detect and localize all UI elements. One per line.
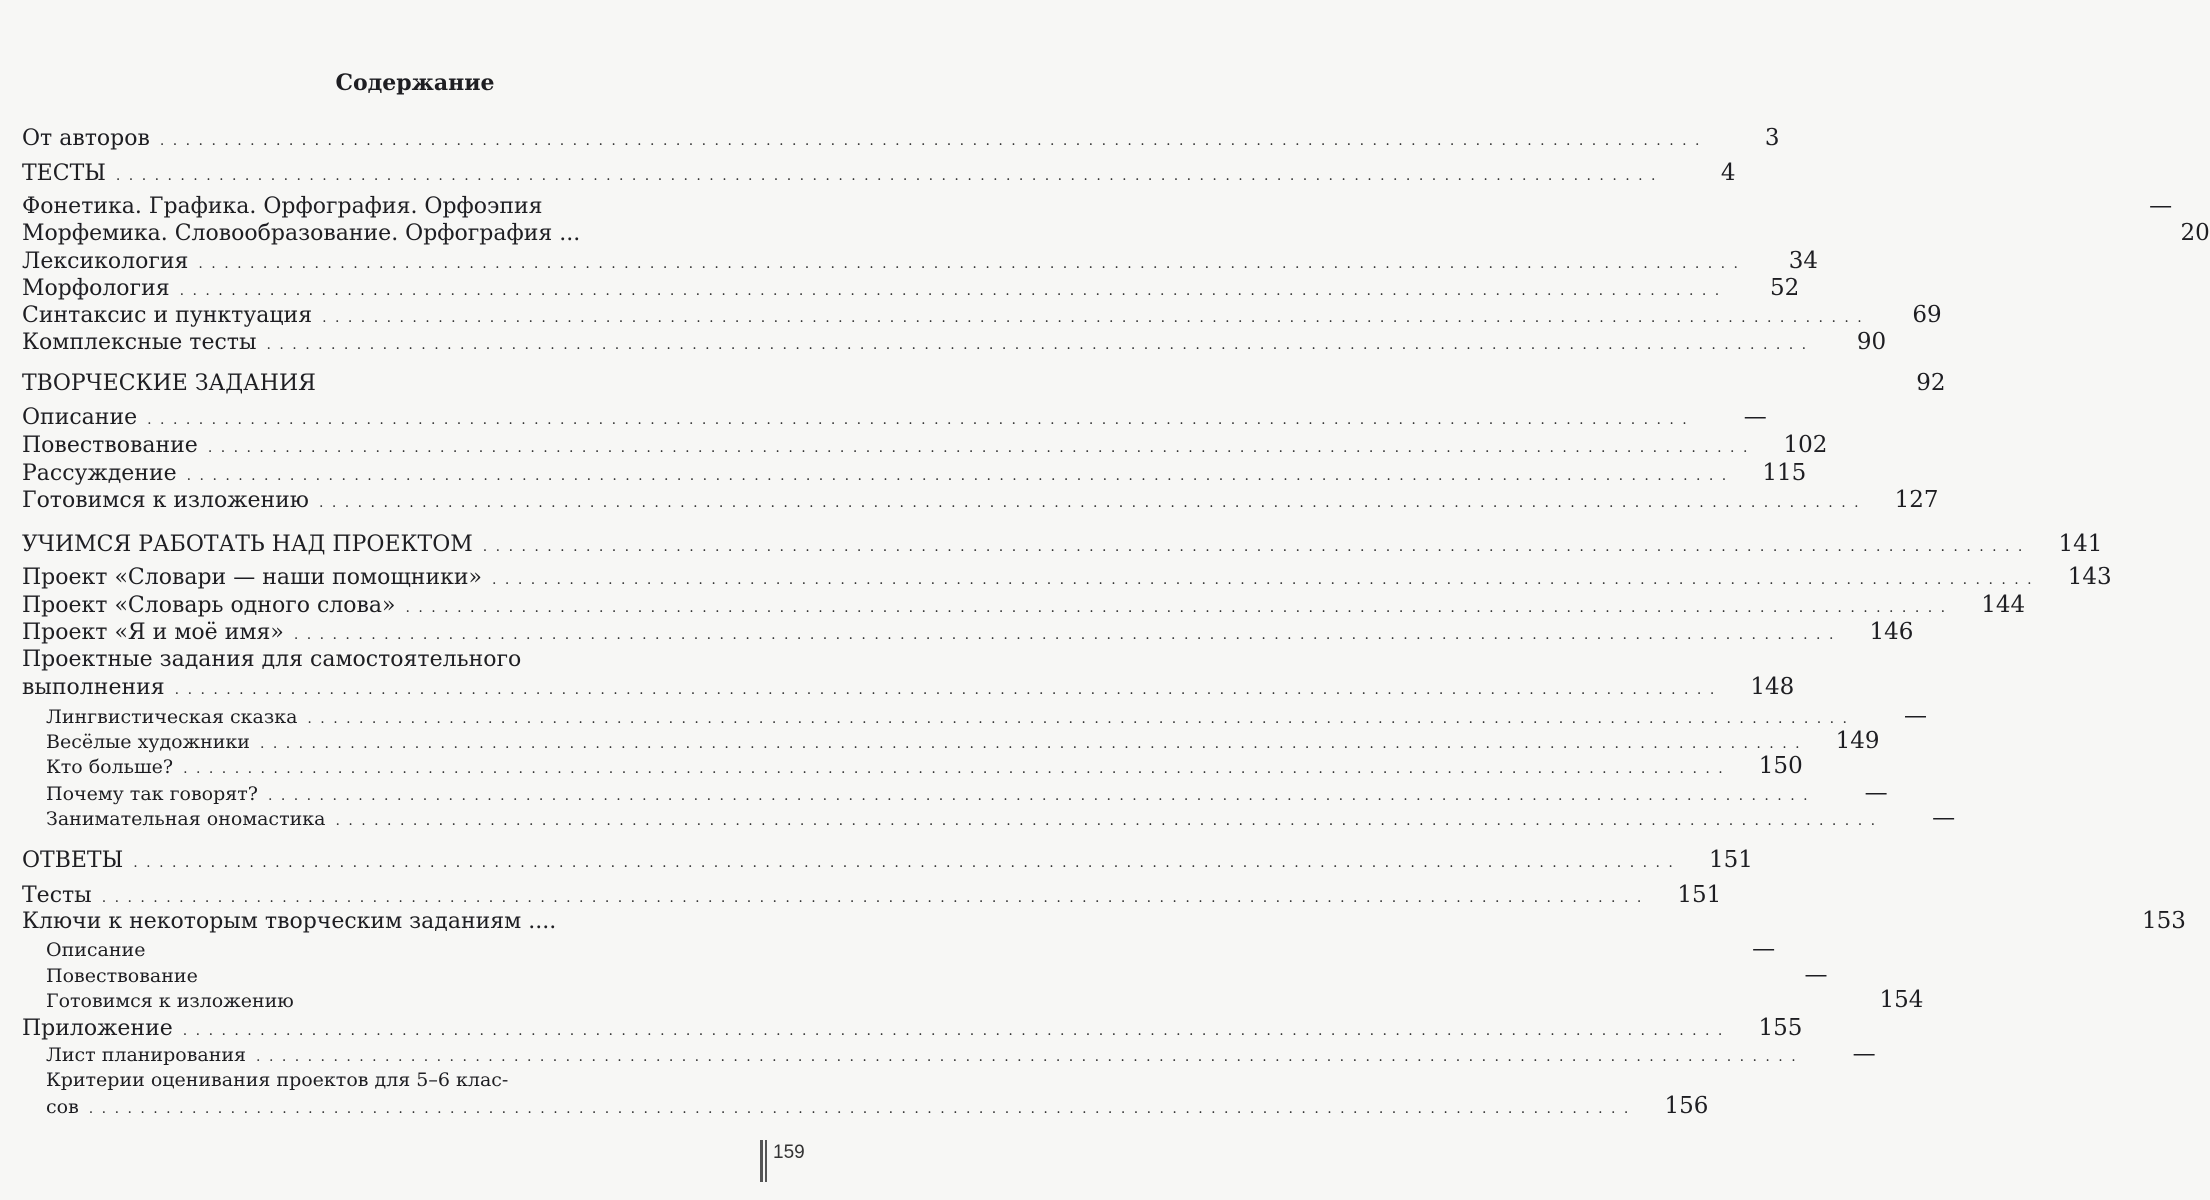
toc-entry-page: 127 xyxy=(1894,487,1939,513)
toc-entry-label: Лексикология xyxy=(22,249,189,274)
toc-entry-label: Рассуждение xyxy=(22,461,177,486)
toc-entry-page: 151 xyxy=(1708,847,1753,873)
toc-entry-label: ТЕСТЫ xyxy=(22,161,106,186)
dot-leader: . . . . . . . . . . . . . . . . . . . . . . . . . . . . . . . . . . . . . . . . . . . . . . . . . . . . . . . . . . . . . . . . . . . . . . . . . . . . . . . . . . . . . . . . . . . . . . . . . . . . . . . . . . . . . . . . . . . . . . . . xyxy=(405,600,1948,616)
toc-entry-page: 69 xyxy=(1912,302,1942,328)
dot-leader: . . . . . . . . . . . . . . . . . . . . . . . . . . . . . . . . . . . . . . . . . . . . . . . . . . . . . . . . . . . . . . . . . . . . . . . . . . . . . . . . . . . . . . . . . . . . . . . . . . . . . . . . . . . . . . . . . . . . . . . . xyxy=(267,788,1810,804)
toc-entry xyxy=(22,646,810,676)
toc-entry-label: Проектные задания для самостоятельного xyxy=(22,647,522,672)
toc-entry-label: Синтаксис и пунктуация xyxy=(22,303,313,328)
toc-entry xyxy=(46,804,1956,835)
toc-entry xyxy=(22,907,2186,938)
toc-entry xyxy=(22,124,1780,155)
toc-entry-label: Морфология xyxy=(22,276,170,301)
dot-leader: . . . . . . . . . . . . . . . . . . . . . . . . . . . . . . . . . . . . . . . . . . . . . . . . . . . . . . . . . . . . . . . . . . . . . . . . . . . . . . . . . . . . . . . . . . . . . . . . . . . . . . . . . . . . . . . . . . . . . . . . xyxy=(101,890,1644,906)
toc-entry-page: 154 xyxy=(1879,987,1924,1013)
margin-bar xyxy=(760,1140,763,1182)
toc-entry xyxy=(46,986,1924,1017)
dot-leader: . . . . . . . . . . . . . . . . . . . . . . . . . . . . . . . . . . . . . . . . . . . . . . . . . . . . . . . . . . . . . . . . . . . . . . . . . . . . . . . . . . . . . . . . . . . . . . . . . . . . . . . . . . . . . . . . . . . . . . . . xyxy=(88,1101,1631,1117)
toc-entry-label: Кто больше? xyxy=(46,756,174,778)
toc-entry xyxy=(22,846,1753,877)
dot-leader: . . . . . . . . . . . . . . . . . . . . . . . . . . . . . . . . . . . . . . . . . . . . . . . . . . . . . . . . . . . . . . . . . . . . . . . . . . . . . . . . . . . . . . . . . . . . . . . . . . . . . . . . . . . . . . . . . . . . . . . . xyxy=(147,412,1689,428)
toc-entry-page: 115 xyxy=(1762,460,1807,486)
toc-entry-label: Занимательная ономастика xyxy=(46,808,326,830)
toc-entry-label: Весёлые художники xyxy=(46,731,250,753)
dot-leader: . . . . . . . . . . . . . . . . . . . . . . . . . . . . . . . . . . . . . . . . . . . . . . . . . . . . . . . . . . . . . . . . . . . . . . . . . . . . . . . . . . . . . . . . . . . . . . . . . . . . . . . . . . . . . . . . . . . . . . . . xyxy=(182,1023,1725,1039)
toc-entry-label: сов xyxy=(46,1096,79,1118)
toc-entry xyxy=(46,1092,1709,1123)
page-number-block xyxy=(760,1140,805,1182)
toc-entry-label: Проект «Словарь одного слова» xyxy=(22,593,396,618)
dot-leader: . . . . . . . . . . . . . . . . . . . . . . . . . . . . . . . . . . . . . . . . . . . . . . . . . . . . . . . . . . . . . . . . . . . . . . . . . . . . . . . . . . . . . . . . . . . . . . . . . . . . . . . . . . . . . . . . . . . . . . . . xyxy=(133,855,1675,871)
toc-entry xyxy=(22,431,1828,462)
dot-leader: . . . . . . . . . . . . . . . . . . . . . . . . . . . . . . . . . . . . . . . . . . . . . . . . . . . . . . . . . . . . . . . . . . . . . . . . . . . . . . . . . . . . . . . . . . . . . . . . . . . . . . . . . . . . . . . . . . . . . . . . xyxy=(259,736,1802,752)
toc-entry-label: Готовимся к изложению xyxy=(22,488,309,513)
toc-entry-page: 143 xyxy=(2067,564,2112,590)
dot-leader: . . . . . . . . . . . . . . . . . . . . . . . . . . . . . . . . . . . . . . . . . . . . . . . . . . . . . . . . . . . . . . . . . . . . . . . . . . . . . . . . . . . . . . . . . . . . . . . . . . . . . . . . . . . . . . . . . . . . . . . . xyxy=(198,256,1741,272)
margin-bar xyxy=(765,1140,767,1182)
toc-entry-page: 90 xyxy=(1856,329,1887,355)
toc-entry xyxy=(22,673,1795,704)
toc-entry-page: — xyxy=(2149,193,2173,219)
toc-entry-label: Фонетика. Графика. Орфография. Орфоэпия xyxy=(22,194,543,219)
toc-entry-label: Лист планирования xyxy=(46,1044,247,1066)
dot-leader: . . . . . . . . . . . . . . . . . . . . . . . . . . . . . . . . . . . . . . . . . . . . . . . . . . . . . . . . . . . . . . . . . . . . . . . . . . . . . . . . . . . . . . . . . . . . . . . . . . . . . . . . . . . . . . . . . . . . . . . . xyxy=(183,761,1725,777)
toc-entry-label: Проект «Я и моё имя» xyxy=(22,620,284,645)
toc-entry-label: выполнения xyxy=(22,675,165,700)
toc-entry-page: 102 xyxy=(1783,432,1828,458)
toc-entry xyxy=(22,219,2210,250)
toc-entry-label: Повествование xyxy=(22,433,198,458)
page-number: 159 xyxy=(773,1142,805,1163)
toc-entry-label: От авторов xyxy=(22,126,150,151)
toc-entry xyxy=(22,618,1914,649)
toc-entry-page: 156 xyxy=(1664,1093,1709,1119)
toc-entry-page: 149 xyxy=(1835,728,1880,754)
toc-entry-page: 144 xyxy=(1981,592,2026,618)
toc-entry-page: 20 xyxy=(2180,220,2210,246)
toc-entry-label: ТВОРЧЕСКИЕ ЗАДАНИЯ xyxy=(22,371,316,396)
toc-entry-label: УЧИМСЯ РАБОТАТЬ НАД ПРОЕКТОМ xyxy=(22,532,473,557)
toc-entry-label: Описание xyxy=(46,939,146,961)
dot-leader: . . . . . . . . . . . . . . . . . . . . . . . . . . . . . . . . . . . . . . . . . . . . . . . . . . . . . . . . . . . . . . . . . . . . . . . . . . . . . . . . . . . . . . . . . . . . . . . . . . . . . . . . . . . . . . . . . . . . . . . . xyxy=(266,337,1809,353)
toc-entry-page: 150 xyxy=(1758,753,1803,779)
toc-entry-page: — xyxy=(1804,962,1828,988)
toc-entry-page: 151 xyxy=(1677,882,1722,908)
dot-leader: . . . . . . . . . . . . . . . . . . . . . . . . . . . . . . . . . . . . . . . . . . . . . . . . . . . . . . . . . . . . . . . . . . . . . . . . . . . . . . . . . . . . . . . . . . . . . . . . . . . . . . . . . . . . . . . . . . . . . . . . xyxy=(322,310,1864,326)
dot-leader: . . . . . . . . . . . . . . . . . . . . . . . . . . . . . . . . . . . . . . . . . . . . . . . . . . . . . . . . . . . . . . . . . . . . . . . . . . . . . . . . . . . . . . . . . . . . . . . . . . . . . . . . . . . . . . . . . . . . . . . . xyxy=(159,133,1702,149)
toc-entry-page: — xyxy=(1752,936,1776,962)
toc-entry-label: Лингвистическая сказка xyxy=(46,706,298,728)
dot-leader: . . . . . . . . . . . . . . . . . . . . . . . . . . . . . . . . . . . . . . . . . . . . . . . . . . . . . . . . . . . . . . . . . . . . . . . . . . . . . . . . . . . . . . . . . . . . . . . . . . . . . . . . . . . . . . . . . . . . . . . . xyxy=(179,283,1722,299)
toc-entry-page: — xyxy=(1743,404,1767,430)
dot-leader: . . . . . . . . . . . . . . . . . . . . . . . . . . . . . . . . . . . . . . . . . . . . . . . . . . . . . . . . . . . . . . . . . . . . . . . . . . . . . . . . . . . . . . . . . . . . . . . . . . . . . . . . . . . . . . . . . . . . . . . . xyxy=(318,495,1861,511)
toc-entry-page: — xyxy=(1932,805,1956,831)
dot-leader: . . . . . . . . . . . . . . . . . . . . . . . . . . . . . . . . . . . . . . . . . . . . . . . . . . . . . . . . . . . . . . . . . . . . . . . . . . . . . . . . . . . . . . . . . . . . . . . . . . . . . . . . . . . . . . . . . . . . . . . . xyxy=(115,168,1658,184)
toc-entry-label: Почему так говорят? xyxy=(46,783,258,805)
dot-leader: . . . . . . . . . . . . . . . . . . . . . . . . . . . . . . . . . . . . . . . . . . . . . . . . . . . . . . . . . . . . . . . . . . . . . . . . . . . . . . . . . . . . . . . . . . . . . . . . . . . . . . . . . . . . . . . . . . . . . . . . xyxy=(256,1049,1798,1065)
toc-entry-page: 155 xyxy=(1758,1015,1803,1041)
toc-entry-label: Приложение xyxy=(22,1016,173,1041)
toc-entry-page: 34 xyxy=(1788,248,1819,274)
toc-entry-page: 92 xyxy=(1916,370,1946,396)
toc-entry xyxy=(22,403,1767,434)
toc-entry-page: 52 xyxy=(1769,275,1800,301)
toc-entry-label: Описание xyxy=(22,405,138,430)
toc-entry-label: Повествование xyxy=(46,965,198,987)
toc-entry-label: Готовимся к изложению xyxy=(46,990,294,1012)
toc-entry-label: Комплексные тесты xyxy=(22,330,257,355)
dot-leader: . . . . . . . . . . . . . . . . . . . . . . . . . . . . . . . . . . . . . . . . . . . . . . . . . . . . . . . . . . . . . . . . . . . . . . . . . . . . . . . . . . . . . . . . . . . . . . . . . . . . . . . . . . . . . . . . . . . . . . . . xyxy=(174,682,1717,698)
toc-entry xyxy=(22,369,1946,400)
toc-entry-page: 148 xyxy=(1750,674,1795,700)
toc-entry-page: — xyxy=(1904,703,1928,729)
dot-leader: . . . . . . . . . . . . . . . . . . . . . . . . . . . . . . . . . . . . . . . . . . . . . . . . . . . . . . . . . . . . . . . . . . . . . . . . . . . . . . . . . . . . . . . . . . . . . . . . . . . . . . . . . . . . . . . . . . . . . . . . xyxy=(335,813,1878,829)
toc-entry-page: 153 xyxy=(2141,908,2186,934)
toc-entry-page: 141 xyxy=(2058,531,2103,557)
toc-entry xyxy=(22,530,2103,561)
toc-entry-label: Ключи к некоторым творческим заданиям .... xyxy=(22,909,557,934)
toc-entry xyxy=(22,328,1887,359)
toc-entry-label: Проект «Словари — наши помощники» xyxy=(22,565,483,590)
toc-entry-label: Тесты xyxy=(22,883,92,908)
dot-leader: . . . . . . . . . . . . . . . . . . . . . . . . . . . . . . . . . . . . . . . . . . . . . . . . . . . . . . . . . . . . . . . . . . . . . . . . . . . . . . . . . . . . . . . . . . . . . . . . . . . . . . . . . . . . . . . . . . . . . . . . xyxy=(207,440,1750,456)
dot-leader: . . . . . . . . . . . . . . . . . . . . . . . . . . . . . . . . . . . . . . . . . . . . . . . . . . . . . . . . . . . . . . . . . . . . . . . . . . . . . . . . . . . . . . . . . . . . . . . . . . . . . . . . . . . . . . . . . . . . . . . . xyxy=(492,572,2034,588)
toc-entry xyxy=(22,486,1939,517)
page-title: Содержание xyxy=(335,70,495,96)
toc-entry-label: Морфемика. Словообразование. Орфография ... xyxy=(22,221,581,246)
toc-entry-page: 4 xyxy=(1720,160,1736,186)
toc-entry-label: ОТВЕТЫ xyxy=(22,848,124,873)
toc-entry xyxy=(22,159,1736,190)
dot-leader: . . . . . . . . . . . . . . . . . . . . . . . . . . . . . . . . . . . . . . . . . . . . . . . . . . . . . . . . . . . . . . . . . . . . . . . . . . . . . . . . . . . . . . . . . . . . . . . . . . . . . . . . . . . . . . . . . . . . . . . . xyxy=(293,627,1836,643)
toc-entry xyxy=(22,563,2112,594)
toc-entry-page: 146 xyxy=(1869,619,1914,645)
toc-entry-page: — xyxy=(1864,780,1888,806)
toc-entry-label: Критерии оценивания проектов для 5–6 клас- xyxy=(46,1069,509,1091)
dot-leader: . . . . . . . . . . . . . . . . . . . . . . . . . . . . . . . . . . . . . . . . . . . . . . . . . . . . . . . . . . . . . . . . . . . . . . . . . . . . . . . . . . . . . . . . . . . . . . . . . . . . . . . . . . . . . . . . . . . . . . . . xyxy=(186,468,1729,484)
dot-leader: . . . . . . . . . . . . . . . . . . . . . . . . . . . . . . . . . . . . . . . . . . . . . . . . . . . . . . . . . . . . . . . . . . . . . . . . . . . . . . . . . . . . . . . . . . . . . . . . . . . . . . . . . . . . . . . . . . . . . . . . xyxy=(307,711,1850,727)
toc-entry-page: — xyxy=(1852,1041,1876,1067)
toc-entry-page: 3 xyxy=(1764,125,1780,151)
dot-leader: . . . . . . . . . . . . . . . . . . . . . . . . . . . . . . . . . . . . . . . . . . . . . . . . . . . . . . . . . . . . . . . . . . . . . . . . . . . . . . . . . . . . . . . . . . . . . . . . . . . . . . . . . . . . . . . . . . . . . . . . xyxy=(482,539,2025,555)
